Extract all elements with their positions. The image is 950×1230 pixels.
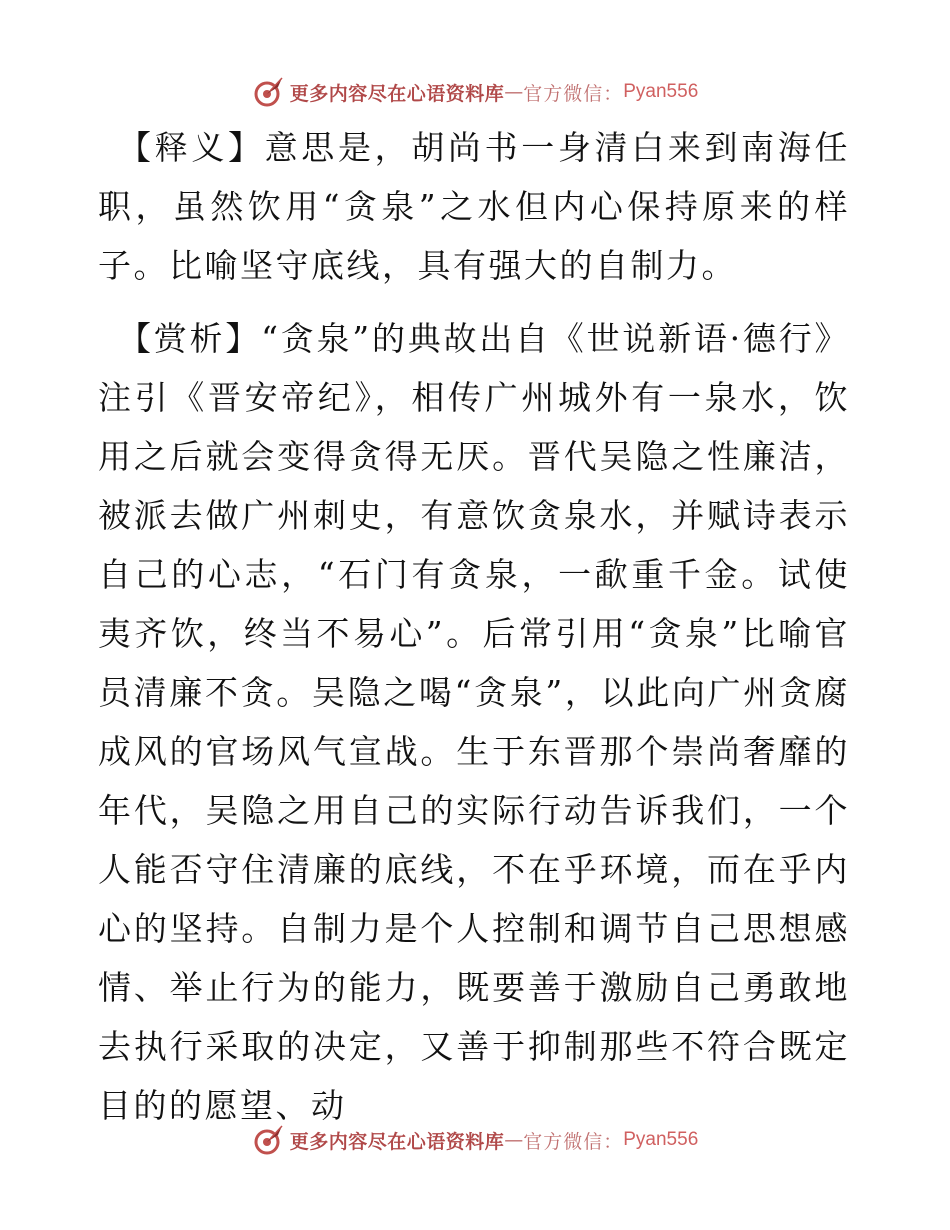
footer-banner <box>0 1120 950 1160</box>
banner-title: 更多内容尽在心语资料库 <box>289 1130 505 1153</box>
banner-dash: — <box>504 81 524 103</box>
quill-pen-logo-icon <box>252 1123 286 1157</box>
paragraph-appreciation: 【赏析】“贪泉”的典故出自《世说新语·德行》注引《晋安帝纪》，相传广州城外有一泉水，饮用之后就会变得贪得无厌。晋代吴隐之性廉洁，被派去做广州刺史，有意饮贪泉水，并赋诗表示自己的心志，“石门有贪泉，一歃重千金。试使夷齐饮，终当不易心”。后常引用“贪泉”比喻官员清廉不贪。吴隐之喝“贪泉”，以此向广州贪腐成风的官场风气宣战。生于东晋那个崇尚奢靡的年代，吴隐之用自己的实际行动告诉我们，一个人能否守住清廉的底线，不在乎环境，而在乎内心的坚持。自制力是个人控制和调节自己思想感情、举止行为的能力，既要善于激励自己勇敢地去执行采取的决定，又善于抑制那些不符合既定目的的愿望、动 <box>98 319 850 1125</box>
banner-wechat-id: Pyan556 <box>623 81 699 102</box>
paragraph-explanation: 【释义】意思是，胡尚书一身清白来到南海任职，虽然饮用“贪泉”之水但内心保持原来的样子。比喻坚守底线，具有强大的自制力。 <box>98 128 850 285</box>
banner-title: 更多内容尽在心语资料库 <box>289 82 505 105</box>
banner-wechat-label: 官方微信： <box>523 1130 624 1153</box>
banner-wechat-label: 官方微信： <box>523 82 624 105</box>
quill-pen-logo-icon <box>252 75 286 109</box>
banner-wechat-id: Pyan556 <box>623 1129 699 1150</box>
banner-dash: — <box>504 1129 524 1151</box>
header-banner <box>0 72 950 112</box>
document-body <box>98 118 850 1135</box>
